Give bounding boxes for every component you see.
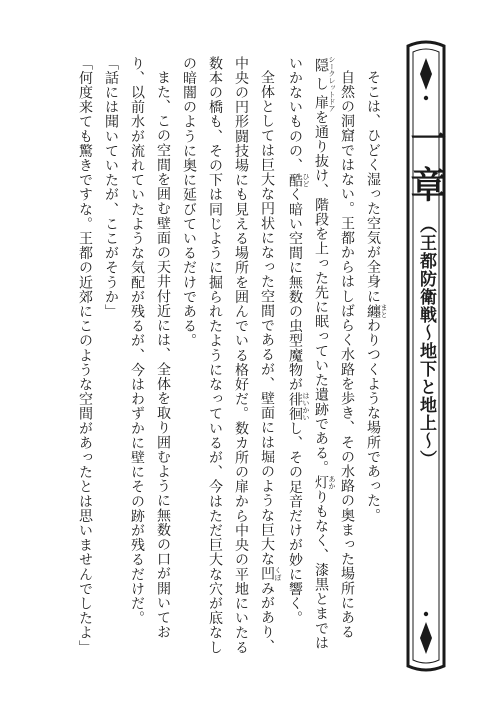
ruby-word xyxy=(287,172,310,188)
chapter-subtitle: （王都防衛戦～地下と地上～） xyxy=(416,216,436,468)
text-run: また、この空間を囲む壁面の天井付近には、全体を取り囲むように無数の口が開いており、以前水が流れていたような気配が残るが、今はわずかに壁にその跡が残るだけだ。 xyxy=(129,56,171,640)
narration-paragraph xyxy=(124,56,176,656)
ruby-reading: まと xyxy=(380,303,388,319)
narration-paragraph xyxy=(360,56,388,656)
narration-paragraph xyxy=(176,56,282,656)
ruby-word xyxy=(287,391,310,422)
text-run: りもなく、漆黒とまではいかないものの、 xyxy=(287,56,329,651)
ruby-word xyxy=(259,566,282,582)
ruby-word xyxy=(313,474,336,490)
ruby-base: 徘徊 xyxy=(287,391,303,422)
top-diamond-ornament-icon xyxy=(420,58,432,100)
text-run: く暗い空間に無数の虫型魔物が xyxy=(287,187,303,392)
text-run: わりつくような場所であった。 xyxy=(365,318,381,523)
ruby-base: 凹 xyxy=(259,566,275,582)
narration-paragraph xyxy=(282,56,360,656)
body-text xyxy=(58,56,388,656)
dialogue-line xyxy=(98,56,124,656)
chapter-title: 一章 xyxy=(405,120,447,212)
ruby-reading: シークレットドア xyxy=(328,56,336,112)
ruby-reading: あか xyxy=(328,474,336,490)
text-run: 全体としては巨大な円状になった空間であるが、壁面には堀のような巨大な xyxy=(259,70,275,567)
text-run: 自然の洞窟ではない。王都からはしばらく水路を歩き、その水路の奥まった場所にある xyxy=(339,70,355,640)
bottom-diamond-ornament-icon xyxy=(420,612,432,654)
ruby-base: 纏 xyxy=(365,303,381,319)
ruby-base: 灯 xyxy=(313,474,329,490)
ruby-reading: ひど xyxy=(302,172,310,188)
text-run: そこは、ひどく湿った空気が全身に xyxy=(365,70,381,304)
text-run: 「話には聞いていたが、ここがそうか」 xyxy=(103,56,119,319)
ruby-reading: くぼ xyxy=(274,566,282,581)
text-run: みがあり、中央の円形闘技場にも見える場所を囲んでいる格好だ。数カ所の扉から中央の平地にいたる数本の橋も、その下は同じように掘られたようになっているが、今はただ巨大な穴が底なしの暗闇のように奥に延びているだけである。 xyxy=(181,56,275,655)
text-run: を通り抜け、階段を上った先に眠っていた遺跡である。 xyxy=(313,109,329,475)
ruby-word xyxy=(365,303,388,319)
ruby-reading: はいかい xyxy=(302,391,310,422)
ruby-base: 隠し扉 xyxy=(313,56,329,112)
ruby-word xyxy=(313,56,336,112)
dialogue-line xyxy=(72,56,98,656)
text-run: 「何度来ても驚きですな。王都の近郊にこのような空間があったとは思いませんでしたよ」 xyxy=(77,56,93,655)
chapter-header xyxy=(394,40,458,672)
ruby-base: 酷 xyxy=(287,172,303,188)
text-run: し、その足音だけが妙に響く。 xyxy=(287,421,303,626)
